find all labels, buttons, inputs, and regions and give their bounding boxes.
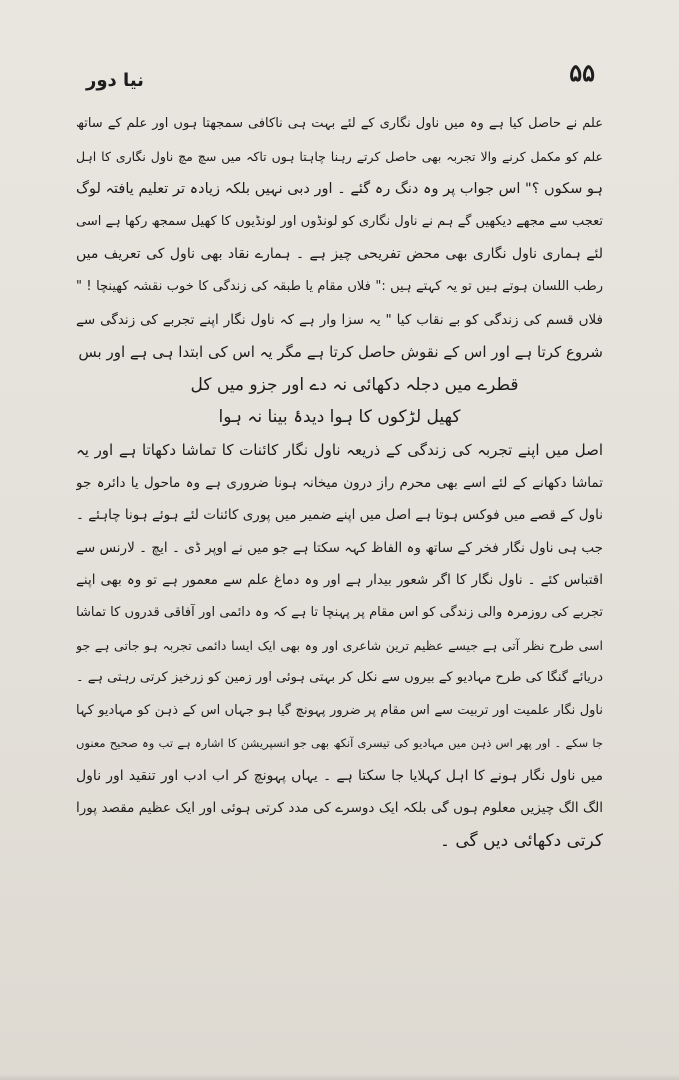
text-line: اسی طرح نظر آتی ہے جیسے عظیم ترین شاعری اور وہ بھی ایک ایسا دائمی تجربہ ہو جاتی ہے جو bbox=[76, 637, 603, 653]
text-line: جب ہی ناول نگار فخر کے ساتھ وہ الفاظ کہہ سکتا ہے جو میں نے اوپر ڈی ۔ ایچ ۔ لارنس سے bbox=[76, 539, 603, 556]
text-line: فلاں قسم کی زندگی کو بے نقاب کیا " یہ سزا وار ہے کہ ناول نگار اپنے تجربے کی زندگی سے bbox=[76, 311, 603, 328]
paragraph-1 bbox=[76, 108, 603, 369]
paragraph-2 bbox=[76, 434, 603, 695]
page-body-text bbox=[76, 108, 603, 1056]
text-line: ناول نگار علمیت اور تربیت سے اس مقام پر ضرور پہونچ گیا ہو جہاں اس کے ذہن کو مہادیو کہا bbox=[76, 702, 603, 718]
text-line: شروع کرتا ہے اور اس کے نقوش حاصل کرتا ہے مگر یہ اس کی ابتدا ہی ہے اور بس bbox=[78, 343, 603, 362]
paragraph-3 bbox=[76, 695, 603, 858]
text-line: اصل میں اپنے تجربہ کی زندگی کے ذریعہ ناول نگار کائنات کا تماشا دکھاتا ہے اور یہ bbox=[76, 440, 603, 459]
text-line: علم کو مکمل کرنے والا تجربہ بھی حاصل کرتے رہنا چاہتا ہوں تاکہ میں سچ مچ ناول نگاری کا اہل bbox=[76, 148, 603, 164]
text-line: دریائے گنگا کی طرح مہادیو کے بیروں سے نکل کر بہتی ہوئی اور زمین کو زرخیز کرتی رہتی ہے ۔ bbox=[76, 670, 603, 686]
text-line: الگ الگ چیزیں معلوم ہوں گی بلکہ ایک دوسرے کی مدد کرتی ہوئی اور ایک عظیم مقصد پورا bbox=[76, 800, 603, 817]
text-line: اقتباس کئے ۔ ناول نگار کا اگر شعور بیدار ہے اور وہ دماغ علم سے معمور ہے تو وہ بھی اپنے bbox=[76, 572, 603, 589]
verse-line: قطرے میں دجلہ دکھائی نہ دے اور جزو میں کل bbox=[190, 374, 519, 395]
text-line: علم نے حاصل کیا ہے وہ میں ناول نگاری کے لئے بہت ہی ناکافی سمجھتا ہوں اور علم کے ساتھ bbox=[76, 116, 603, 131]
page-number: ۵۵ bbox=[569, 58, 595, 87]
text-line: رطب اللسان ہوتے ہیں تو یہ کہتے ہیں :" فلاں مقام یا طبقہ کی زندگی کا خوب نقشہ کھینچا ! " bbox=[76, 278, 603, 294]
text-line: ناول کے قصے میں فوکس ہوتا ہے اصل میں اپنے ضمیر میں پوری کائنات لئے ہوئے ہونا چاہئے ۔ bbox=[76, 507, 603, 524]
text-line: جا سکے ۔ اور پھر اس ذہن میں مہادیو کی تیسری آنکھ بھی جو انسپریشن کا اشارہ ہے تب وہ صحیح معنوں bbox=[76, 736, 603, 751]
text-line: میں ناول نگار ہونے کا اہل کہلایا جا سکتا ہے ۔ یہاں پہونچ کر اب ادب اور تنقید اور ناول bbox=[76, 767, 603, 784]
text-line: تعجب سے مجھے دیکھیں گے ہم نے ناول نگاری کو لونڈوں اور لونڈیوں کا کھیل سمجھ رکھا ہے اسی bbox=[76, 213, 603, 229]
text-line: تجربے کی روزمرہ والی زندگی کو اس مقام پر پہنچا تا ہے کہ وہ دائمی اور آفاقی قدروں کا تماشا bbox=[76, 604, 603, 620]
verse-line: کھیل لڑکوں کا ہوا دیدۂ بینا نہ ہوا bbox=[218, 407, 461, 428]
text-line: تماشا دکھانے کے لئے اسے بھی محرم راز درون میخانہ ہونا ضروری ہے وہ ماحول یا دائرہ جو bbox=[76, 474, 603, 491]
text-line: ہو سکوں ؟" اس جواب پر وہ دنگ رہ گئے ۔ اور دبی نہیں بلکہ زیادہ تر تعلیم یافتہ لوگ bbox=[76, 181, 603, 198]
running-header-title: نیا دور bbox=[86, 70, 144, 91]
text-line: کرتی دکھائی دیں گی ۔ bbox=[439, 831, 603, 852]
verse-couplet bbox=[76, 369, 603, 434]
text-line: لئے ہماری ناول نگاری بھی محض تفریحی چیز ہے ۔ ہمارے نقاد بھی ناول کی تعریف میں bbox=[76, 246, 603, 263]
